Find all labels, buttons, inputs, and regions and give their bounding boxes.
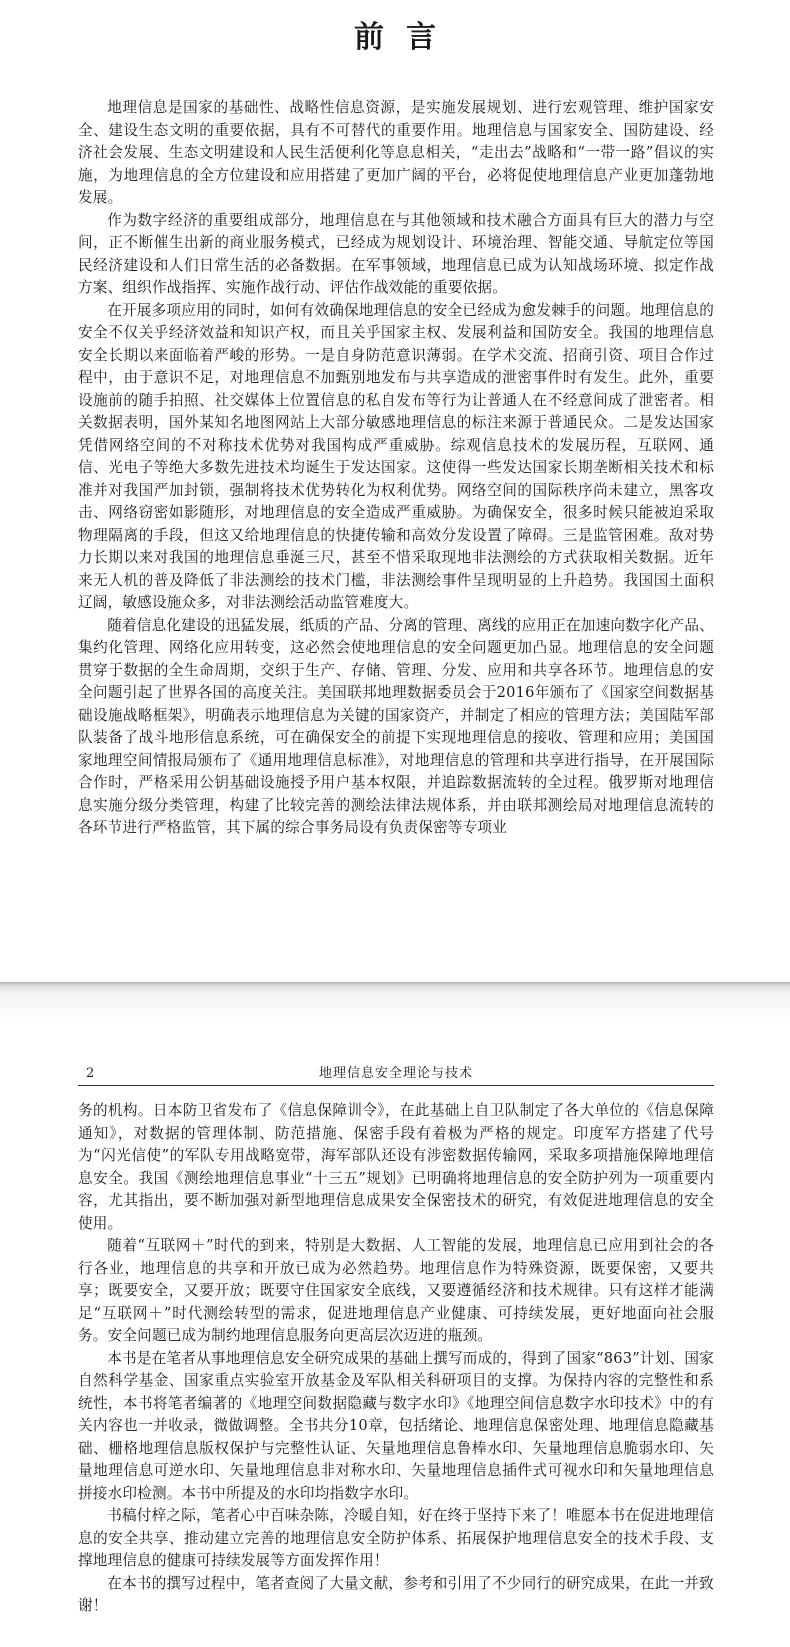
running-header [78,1063,714,1086]
running-head-title: 地理信息安全理论与技术 [318,1066,473,1081]
paragraph: 书稿付梓之际，笔者心中百味杂陈，冷暖自知，好在终于坚持下来了！唯愿本书在促进地理信息的安全共享、推动建立完善的地理信息安全防护体系、拓展保护地理信息安全的技术手段、支撑地理信息的健康可持续发展等方面发挥作用！ [78,1507,714,1569]
page-number: 2 [86,1066,95,1081]
page-2 [0,1022,790,1647]
paragraph: 随着信息化建设的迅猛发展，纸质的产品、分离的管理、离线的应用正在加速向数字化产品、集约化管理、网络化应用转变，这必然会使地理信息的安全问题更加凸显。地理信息的安全问题贯穿于数据的全生命周期，交织于生产、存储、管理、分发、应用和共享各环节。地理信息的安全问题引起了世界各国的高度关注。美国联邦地理数据委员会于2016年颁布了《国家空间数据基础设施战略框架》，明确表示地理信息为关键的国家资产，并制定了相应的管理方法；美国陆军部队装备了战斗地形信息系统，可在确保安全的前提下实现地理信息的接收、管理和应用；美国国家地理空间情报局颁布了《通用地理信息标准》，对地理信息的管理和共享进行指导，在开展国际合作时，严格采用公钥基础设施授予用户基本权限，并追踪数据流转的全过程。俄罗斯对地理信息实施分级分类管理，构建了比较完善的测绘法律法规体系，并由联邦测绘局对地理信息流转的各环节进行严格监管，其下属的综合事务局设有负责保密等专项业 [78,616,714,836]
page-divider [0,982,790,1022]
paragraph: 在本书的撰写过程中，笔者查阅了大量文献，参考和引用了不少同行的研究成果，在此一并致谢！ [78,1574,714,1614]
paragraph: 在开展多项应用的同时，如何有效确保地理信息的安全已经成为愈发棘手的问题。地理信息的安全不仅关乎经济效益和知识产权，而且关乎国家主权、发展利益和国防安全。我国的地理信息安全长期以来面临着严峻的形势。一是自身防范意识薄弱。在学术交流、招商引资、项目合作过程中，由于意识不足，对地理信息不加甄别地发布与共享造成的泄密事件时有发生。此外，重要设施前的随手拍照、社交媒体上位置信息的私自发布等行为让普通人在不经意间成了泄密者。相关数据表明，国外某知名地图网站上大部分敏感地理信息的标注来源于普通民众。二是发达国家凭借网络空间的不对称技术优势对我国构成严重威胁。综观信息技术的发展历程，互联网、通信、光电子等绝大多数先进技术均诞生于发达国家。这使得一些发达国家长期垄断相关技术和标准并对我国严加封锁，强制将技术优势转化为权利优势。网络空间的国际秩序尚未建立，黑客攻击、网络窃密如影随形，对地理信息的安全造成严重威胁。为确保安全，很多时候只能被迫采取物理隔离的手段，但这又给地理信息的快捷传输和高效分发设置了障碍。三是监管困难。敌对势力长期以来对我国的地理信息垂涎三尺，甚至不惜采取现地非法测绘的方式获取相关数据。近年来无人机的普及降低了非法测绘的技术门槛，非法测绘事件呈现明显的上升趋势。我国国土面积辽阔，敏感设施众多，对非法测绘活动监管难度大。 [78,301,714,611]
page-2-body [78,1100,714,1618]
paragraph: 作为数字经济的重要组成部分，地理信息在与其他领域和技术融合方面具有巨大的潜力与空间，正不断催生出新的商业服务模式，已经成为规划设计、环境治理、智能交通、导航定位等国民经济建设和人们日常生活的必备数据。在军事领域，地理信息已成为认知战场环境、拟定作战方案、组织作战指挥、实施作战行动、评估作战效能的重要依据。 [78,211,714,296]
paragraph: 随着“互联网＋”时代的到来，特别是大数据、人工智能的发展，地理信息已应用到社会的各行各业，地理信息的共享和开放已成为必然趋势。地理信息作为特殊资源，既要保密，又要共享；既要安全，又要开放；既要守住国家安全底线，又要遵循经济和技术规律。只有这样才能满足“互联网＋”时代测绘转型的需求，促进地理信息产业健康、可持续发展，更好地面向社会服务。安全问题已成为制约地理信息服务向更高层次迈进的瓶颈。 [78,1237,714,1344]
paragraph: 本书是在笔者从事地理信息安全研究成果的基础上撰写而成的，得到了国家“863”计划、国家自然科学基金、国家重点实验室开放基金及军队相关科研项目的支撑。为保持内容的完整性和系统性，本书将笔者编著的《地理空间数据隐藏与数字水印》《地理空间信息数字水印技术》中的有关内容也一并收录，微做调整。全书共分10章，包括绪论、地理信息保密处理、地理信息隐藏基础、栅格地理信息版权保护与完整性认证、矢量地理信息鲁棒水印、矢量地理信息脆弱水印、矢量地理信息可逆水印、矢量地理信息非对称水印、矢量地理信息插件式可视水印和矢量地理信息拼接水印检测。本书中所提及的水印均指数字水印。 [78,1349,714,1502]
paragraph: 地理信息是国家的基础性、战略性信息资源，是实施发展规划、进行宏观管理、维护国家安全、建设生态文明的重要依据，具有不可替代的重要作用。地理信息与国家安全、国防建设、经济社会发展、生态文明建设和人民生活便利化等息息相关，“走出去”战略和“一带一路”倡议的实施，为地理信息的全方位建设和应用搭建了更加广阔的平台，必将促使地理信息产业更加蓬勃地发展。 [78,99,714,206]
paragraph-continued: 务的机构。日本防卫省发布了《信息保障训令》，在此基础上自卫队制定了各大单位的《信息保障通知》，对数据的管理体制、防范措施、保密手段有着极为严格的规定。印度军方搭建了代号为“闪光信使”的军队专用战略宽带，海军部队还设有涉密数据传输网，采取多项措施保障地理信息安全。我国《测绘地理信息事业“十三五”规划》已明确将地理信息的安全防护列为一项重要内容，尤其指出，要不断加强对新型地理信息成果安全保密技术的研究，有效促进地理信息的安全使用。 [78,1102,714,1232]
page-title: 前言 [354,20,458,55]
page-1-body [78,97,714,840]
